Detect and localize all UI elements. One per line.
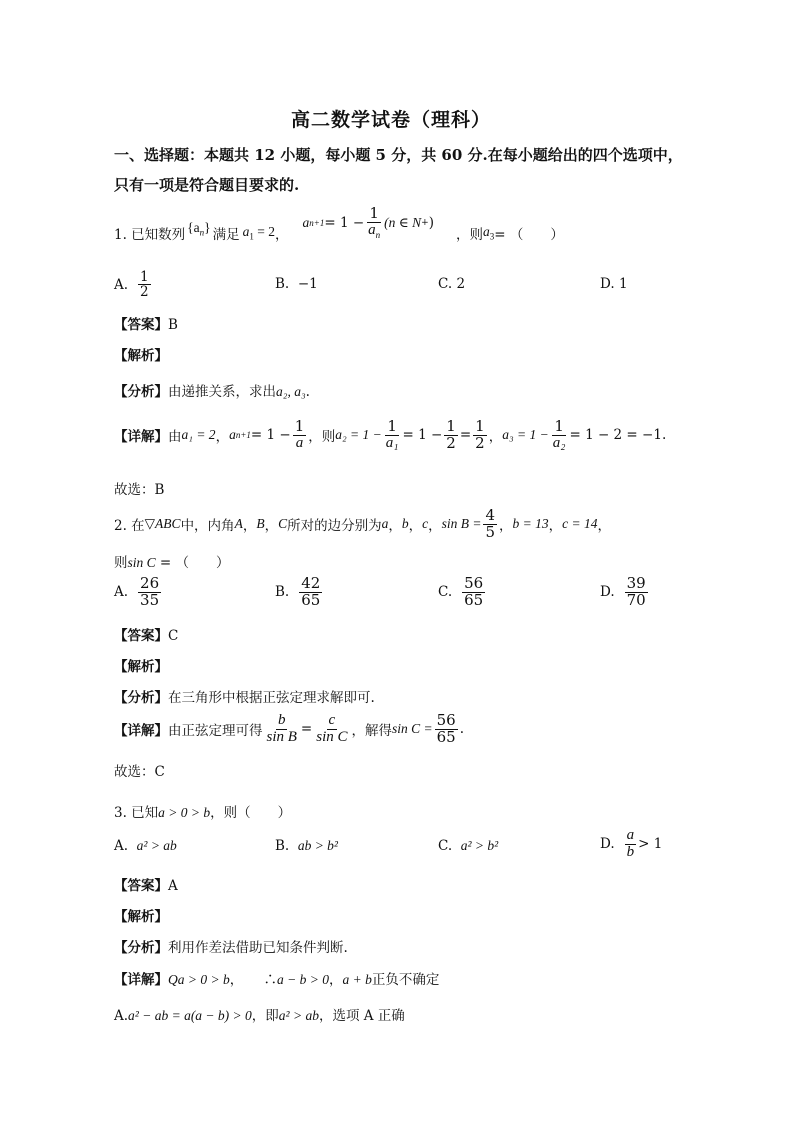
q2-line2-tail: = （ ） <box>155 555 230 571</box>
q1-detail-frac4 <box>473 419 487 452</box>
q1-option-c-label: C. <box>438 276 453 292</box>
q2-detail-frac2-num: c <box>328 712 336 728</box>
q1-option-b[interactable] <box>275 276 318 292</box>
q1-detail-frac3-num: 1 <box>446 417 456 435</box>
q2-sinb: sin B = <box>441 516 482 532</box>
q3-linea-math: a² − ab = a(a − b) > 0 <box>128 1008 252 1023</box>
q2-option-a-fraction <box>138 576 161 609</box>
q2-detail-frac2 <box>314 713 349 746</box>
q2-option-a-label: A. <box>114 584 129 601</box>
q1-detail-frac5-num: 1 <box>554 417 564 435</box>
q2-option-b-label: B. <box>275 584 290 601</box>
q1-detail-tag: 【详解】 <box>114 429 168 446</box>
q1-rec-den-var: a <box>368 221 376 238</box>
q3-option-a-check <box>114 1004 405 1024</box>
q2-option-d[interactable] <box>600 576 650 609</box>
q2-option-d-num: 39 <box>626 574 646 592</box>
q2-post: 所对的边分别为 <box>287 518 382 535</box>
q3-option-c[interactable] <box>438 838 498 854</box>
q1-detail-a3: a₃ = 1 − <box>502 427 549 443</box>
q2-detail-mid: ，解得 <box>351 723 392 740</box>
q3-linea-pre: A. <box>114 1008 129 1024</box>
q2-prefix: 2. 在 <box>114 518 145 535</box>
q1-cond-text: 满足 <box>212 227 240 244</box>
q3-option-d-tail: > 1 <box>638 836 663 853</box>
q1-answer-tag: 【答案】 <box>114 317 168 333</box>
q2-detail-frac2-den: sin C <box>316 728 348 745</box>
q1-option-c[interactable] <box>438 276 465 292</box>
q1-detail-rec-eq: = 1 − <box>250 427 291 444</box>
q3-linea-math2: a² > ab <box>278 1008 319 1023</box>
q1-option-a[interactable] <box>114 270 153 299</box>
q1-option-a-fraction <box>138 270 151 299</box>
q2-option-b-den: 65 <box>301 590 321 609</box>
q2-comma6: ， <box>499 518 513 535</box>
q2-detail-end: . <box>459 721 465 738</box>
q1-seq-sub: n <box>199 227 205 238</box>
q2-angle-b: B <box>256 516 265 532</box>
q1-option-d-label: D. <box>600 276 615 292</box>
q1-rec-cond-sub: + <box>421 218 429 229</box>
q2-detail-frac1-num: b <box>277 712 286 728</box>
q2-comma3: ， <box>388 518 402 535</box>
q2-sinb-fraction <box>483 508 497 541</box>
q1-option-d-text: 1 <box>618 276 628 292</box>
q2-option-b-num: 42 <box>301 574 321 592</box>
q2-option-d-den: 70 <box>626 590 646 609</box>
q3-option-c-text: a² > b² <box>460 838 499 853</box>
q1-detail-sep: ， <box>215 429 230 446</box>
q2-b-value: b = 13 <box>512 516 549 532</box>
q1-a1 <box>243 224 275 242</box>
q1-recurrence <box>303 206 434 240</box>
q1-seq-close: } <box>204 220 211 236</box>
q1-detail-a2: a₂ = 1 − <box>335 427 382 443</box>
q1-fenxi <box>114 380 310 400</box>
q2-option-d-label: D. <box>600 584 615 601</box>
q1-option-b-label: B. <box>275 276 290 292</box>
q2-conclusion: 故选：C <box>114 764 165 780</box>
q2-stem-line2 <box>114 551 230 571</box>
q3-option-b[interactable] <box>275 838 338 854</box>
q2-detail-frac1-den: sin B <box>266 728 297 745</box>
q2-angle-a: A <box>234 516 243 532</box>
q2-comma2: ， <box>264 518 279 535</box>
q1-rec-den-sub: n <box>375 229 381 240</box>
q2-option-c-num: 56 <box>464 574 484 592</box>
q2-option-a-num: 26 <box>140 574 160 592</box>
q2-answer-tag: 【答案】 <box>114 628 168 644</box>
q2-c-value: c = 14 <box>562 516 598 532</box>
q1-detail-a2-b: = 1 − <box>402 427 443 444</box>
q1-option-c-text: 2 <box>456 276 466 292</box>
q3-option-d-num: a <box>626 827 635 843</box>
q2-triangle: ▽ABC <box>144 516 181 532</box>
section-header-line1: 一、选择题：本题共 12 小题，每小题 5 分，共 60 分.在每小题给出的四个选项中， <box>114 146 683 164</box>
q1-detail-frac2 <box>384 419 401 452</box>
q2-line2-pre: 则 <box>114 555 128 571</box>
q1-detail-frac1-den: a <box>295 434 304 451</box>
q3-option-d-fraction <box>625 828 637 861</box>
q3-linea-mid: ，即 <box>251 1008 279 1024</box>
q2-analysis-tag: 【解析】 <box>114 659 168 675</box>
q1-detail-frac5 <box>551 419 568 452</box>
q1-detail-frac2-num: 1 <box>387 417 397 435</box>
q2-detail-frac3 <box>435 713 458 746</box>
q1-option-b-text: −1 <box>297 276 318 292</box>
q2-option-a[interactable] <box>114 576 163 609</box>
q3-detail-tag: 【详解】 <box>114 972 168 988</box>
q2-stem-line1 <box>114 508 611 541</box>
q3-detail-q: Q <box>168 972 178 987</box>
q3-detail-cond: a > 0 > b <box>177 972 230 987</box>
q3-detail-therefore: ， ∴ <box>229 972 277 988</box>
q1-rec-num: 1 <box>369 204 379 222</box>
q1-a3-tail: = （ ） <box>494 227 564 244</box>
q2-comma8: ， <box>597 518 611 535</box>
q2-comma1: ， <box>242 518 257 535</box>
q2-side-c: c <box>422 516 429 532</box>
q1-rec-lhs: a <box>302 215 310 231</box>
q3-option-a[interactable] <box>114 838 177 854</box>
q1-detail-frac2-den: a₁ <box>385 434 399 451</box>
q1-detail-a3-pre: ， <box>488 429 503 446</box>
q2-detail-pre: 由正弦定理可得 <box>168 723 263 740</box>
q3-linea-tail: ，选项 A 正确 <box>318 1008 405 1024</box>
q1-sep1: ， <box>275 227 289 244</box>
q3-detail-sum: a + b <box>342 972 372 987</box>
q2-comma5: ， <box>428 518 442 535</box>
q3-answer-tag: 【答案】 <box>114 878 168 894</box>
q2-sinc: sin C <box>127 555 156 570</box>
q3-stem <box>114 801 291 821</box>
q2-fenxi <box>114 686 375 706</box>
q1-option-d[interactable] <box>600 276 628 292</box>
q1-fenxi-math: a₂, a₃ <box>276 384 306 399</box>
q3-option-d[interactable] <box>600 828 662 861</box>
q1-option-a-den: 2 <box>140 284 149 301</box>
q1-detail-rec: a <box>229 427 236 443</box>
q3-detail-sign: 正负不确定 <box>371 972 440 988</box>
q1-rec-fraction <box>366 206 382 240</box>
q3-option-b-text: ab > b² <box>297 838 338 853</box>
q2-side-b: b <box>401 516 409 532</box>
q2-fenxi-tag: 【分析】 <box>114 690 168 706</box>
q1-seq-open: {a <box>187 220 200 236</box>
q1-rec-cond-end: ) <box>428 215 434 232</box>
q3-tail: ，则（ ） <box>210 805 292 821</box>
q1-rec-den <box>366 223 382 240</box>
q2-option-b-fraction <box>299 576 322 609</box>
q1-option-a-num: 1 <box>140 269 149 285</box>
q2-comma4: ， <box>408 518 423 535</box>
q2-detail-tag: 【详解】 <box>114 723 168 740</box>
q2-option-c-fraction <box>462 576 485 609</box>
q1-detail-pre: 由 <box>168 429 182 446</box>
q1-rec-eq: = 1 − <box>324 215 365 232</box>
q1-rec-lhs-sub: n+1 <box>309 218 325 229</box>
q2-option-b[interactable] <box>275 576 324 609</box>
section-header-line2: 只有一项是符合题目要求的. <box>114 176 300 194</box>
q1-detail-frac1 <box>293 419 307 452</box>
q1-analysis-tag: 【解析】 <box>114 348 168 364</box>
q2-option-c-label: C. <box>438 584 453 601</box>
q2-angle-c: C <box>278 516 288 532</box>
q1-detail-frac1-num: 1 <box>294 417 305 435</box>
q3-detail-comma: ， <box>328 972 343 988</box>
q2-option-c-den: 65 <box>464 590 484 609</box>
q1-a3-sub: 3 <box>489 231 495 242</box>
q2-detail-frac3-den: 65 <box>436 727 456 746</box>
page-title: 高二数学试卷（理科） <box>291 109 492 131</box>
q3-fenxi-tag: 【分析】 <box>114 940 168 956</box>
q1-detail <box>114 419 666 452</box>
q1-prefix: 1. 已知数列 <box>114 227 186 244</box>
q2-option-d-fraction <box>625 576 648 609</box>
q1-detail-then: ，则 <box>308 429 336 446</box>
q2-side-a: a <box>381 516 389 532</box>
q2-sinb-den: 5 <box>485 522 495 541</box>
q2-detail-frac3-num: 56 <box>436 711 456 729</box>
q3-answer <box>114 874 178 894</box>
q1-detail-a1: a₁ = 2 <box>181 427 216 443</box>
q1-a1-eq: = 2 <box>253 224 276 240</box>
q2-option-c[interactable] <box>438 576 487 609</box>
q3-detail-diff: a − b > 0 <box>276 972 329 987</box>
q2-answer <box>114 624 178 644</box>
q1-fenxi-text: 由递推关系，求出 <box>168 384 276 400</box>
q1-rec-cond: (n ∈ N <box>384 215 422 231</box>
q2-detail: 【详解】 由正弦定理可得 $\frac{b}{\text{sin B}}$ = $\frac{c}{\text{sin C}}$ ，解得 sin C = $\frac{56}{65}$ . <box>114 711 465 746</box>
q1-a1-var: a <box>242 224 250 240</box>
q2-option-a-den: 35 <box>140 590 160 609</box>
q1-sep2: ，则 <box>455 227 483 244</box>
q1-stem <box>114 204 564 250</box>
q1-option-a-label: A. <box>114 276 129 293</box>
q3-prefix: 3. 已知 <box>114 805 159 821</box>
q3-option-a-text: a² > ab <box>136 838 177 853</box>
q1-detail-frac3-den: 2 <box>446 433 456 452</box>
q2-detail-frac1 <box>265 713 299 746</box>
q1-conclusion: 故选：B <box>114 482 165 498</box>
q1-detail-frac4-den: 2 <box>475 433 485 452</box>
q1-fenxi-tag: 【分析】 <box>114 384 168 400</box>
q1-a3 <box>483 224 494 242</box>
q1-answer-value: B <box>168 317 178 333</box>
q3-fenxi-text: 利用作差法借助已知条件判断. <box>168 940 348 956</box>
q3-option-a-label: A. <box>114 838 129 854</box>
q1-detail-frac3 <box>444 419 458 452</box>
q2-sinb-num: 4 <box>485 506 495 524</box>
q1-a1-sub: 1 <box>249 231 254 242</box>
q2-answer-value: C <box>168 628 179 644</box>
q3-option-d-label: D. <box>600 836 615 853</box>
q1-detail-rec-sub: n+1 <box>235 430 251 441</box>
q3-option-c-label: C. <box>438 838 453 854</box>
q3-analysis-tag: 【解析】 <box>114 909 168 925</box>
q3-fenxi <box>114 936 348 956</box>
q1-fenxi-end: . <box>305 384 310 400</box>
q1-answer <box>114 313 178 333</box>
q1-detail-a3-b: = 1 − 2 = −1. <box>569 427 667 444</box>
q1-detail-frac4-num: 1 <box>475 417 485 435</box>
q2-fenxi-text: 在三角形中根据正弦定理求解即可. <box>168 690 375 706</box>
q3-answer-value: A <box>168 878 178 894</box>
q1-sequence <box>187 220 210 238</box>
q1-a3-var: a <box>482 224 490 240</box>
q2-comma7: ， <box>548 518 563 535</box>
q3-condition: a > 0 > b <box>158 805 211 820</box>
q1-detail-frac5-den: a₂ <box>552 434 566 451</box>
q3-option-b-label: B. <box>275 838 290 854</box>
q2-detail-sinc: sin C = <box>392 721 433 737</box>
q2-mid: 中，内角 <box>180 518 235 535</box>
q3-option-d-den: b <box>626 843 635 860</box>
q3-detail <box>114 968 439 988</box>
q1-detail-a2-c: = <box>459 427 472 444</box>
